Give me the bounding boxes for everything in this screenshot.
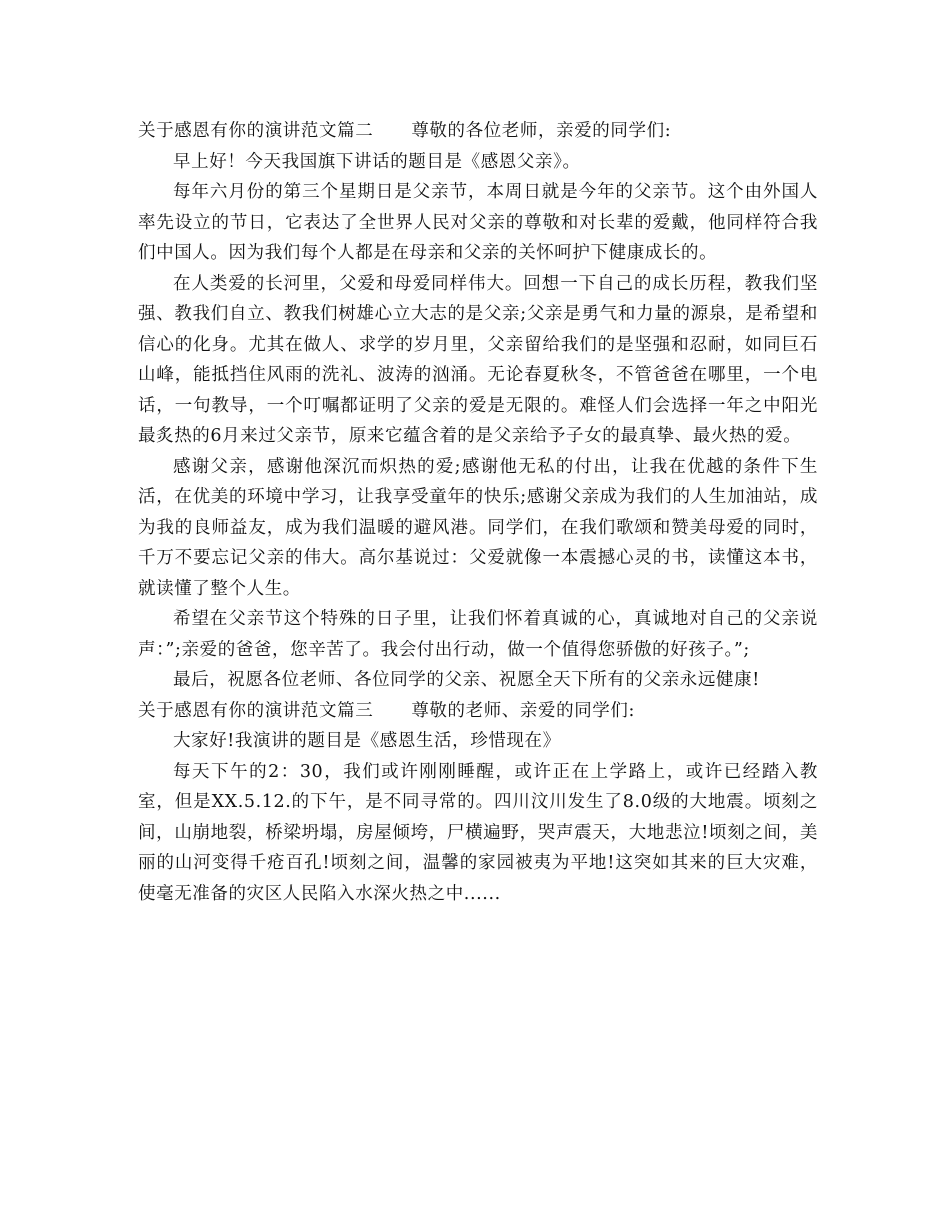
document-page	[138, 116, 818, 909]
paragraph: 在人类爱的长河里，父爱和母爱同样伟大。回想一下自己的成长历程，教我们坚强、教我们自立、教我们树雄心立大志的是父亲;父亲是勇气和力量的源泉，是希望和信心的化身。尤其在做人、求学的岁月里，父亲留给我们的是坚强和忍耐，如同巨石山峰，能抵挡住风雨的洗礼、波涛的汹涌。无论春夏秋冬，不管爸爸在哪里，一个电话，一句教导，一个叮嘱都证明了父亲的爱是无限的。难怪人们会选择一年之中阳光最炙热的6月来过父亲节，原来它蕴含着的是父亲给予子女的最真挚、最火热的爱。	[138, 273, 818, 446]
paragraph: 早上好！今天我国旗下讲话的题目是《感恩父亲》。	[173, 151, 581, 172]
section-title: 关于感恩有你的演讲范文篇二	[138, 121, 374, 141]
salutation: 尊敬的各位老师，亲爱的同学们:	[411, 121, 672, 141]
salutation: 尊敬的老师、亲爱的同学们:	[411, 700, 636, 721]
section-heading-2	[138, 116, 818, 147]
paragraph: 每年六月份的第三个星期日是父亲节，本周日就是今年的父亲节。这个由外国人率先设立的节日，它表达了全世界人民对父亲的尊敬和对长辈的爱戴，他同样符合我们中国人。因为我们每个人都是在母亲和父亲的关怀呵护下健康成长的。	[138, 182, 818, 263]
paragraph: 最后，祝愿各位老师、各位同学的父亲、祝愿全天下所有的父亲永远健康!	[173, 670, 760, 690]
paragraph: 大家好!我演讲的题目是《感恩生活，珍惜现在》	[173, 731, 561, 751]
section-title: 关于感恩有你的演讲范文篇三	[138, 700, 374, 721]
section-heading-3	[138, 696, 818, 727]
paragraph: 希望在父亲节这个特殊的日子里，让我们怀着真诚的心，真诚地对自己的父亲说声：”;亲爱的爸爸，您辛苦了。我会付出行动，做一个值得您骄傲的好孩子。”;	[138, 609, 818, 660]
paragraph: 每天下午的2：30，我们或许刚刚睡醒，或许正在上学路上，或许已经踏入教室，但是XX.5.12.的下午，是不同寻常的。四川汶川发生了8.0级的大地震。顷刻之间，山崩地裂，桥梁坍塌，房屋倾垮，尸横遍野，哭声震天，大地悲泣!顷刻之间，美丽的山河变得千疮百孔!顷刻之间，温馨的家园被夷为平地!这突如其来的巨大灾难，使毫无准备的灾区人民陷入水深火热之中......	[138, 761, 818, 904]
paragraph: 感谢父亲，感谢他深沉而炽热的爱;感谢他无私的付出，让我在优越的条件下生活，在优美的环境中学习，让我享受童年的快乐;感谢父亲成为我们的人生加油站，成为我的良师益友，成为我们温暖的避风港。同学们，在我们歌颂和赞美母爱的同时，千万不要忘记父亲的伟大。高尔基说过：父爱就像一本震撼心灵的书，读懂这本书，就读懂了整个人生。	[138, 456, 818, 599]
